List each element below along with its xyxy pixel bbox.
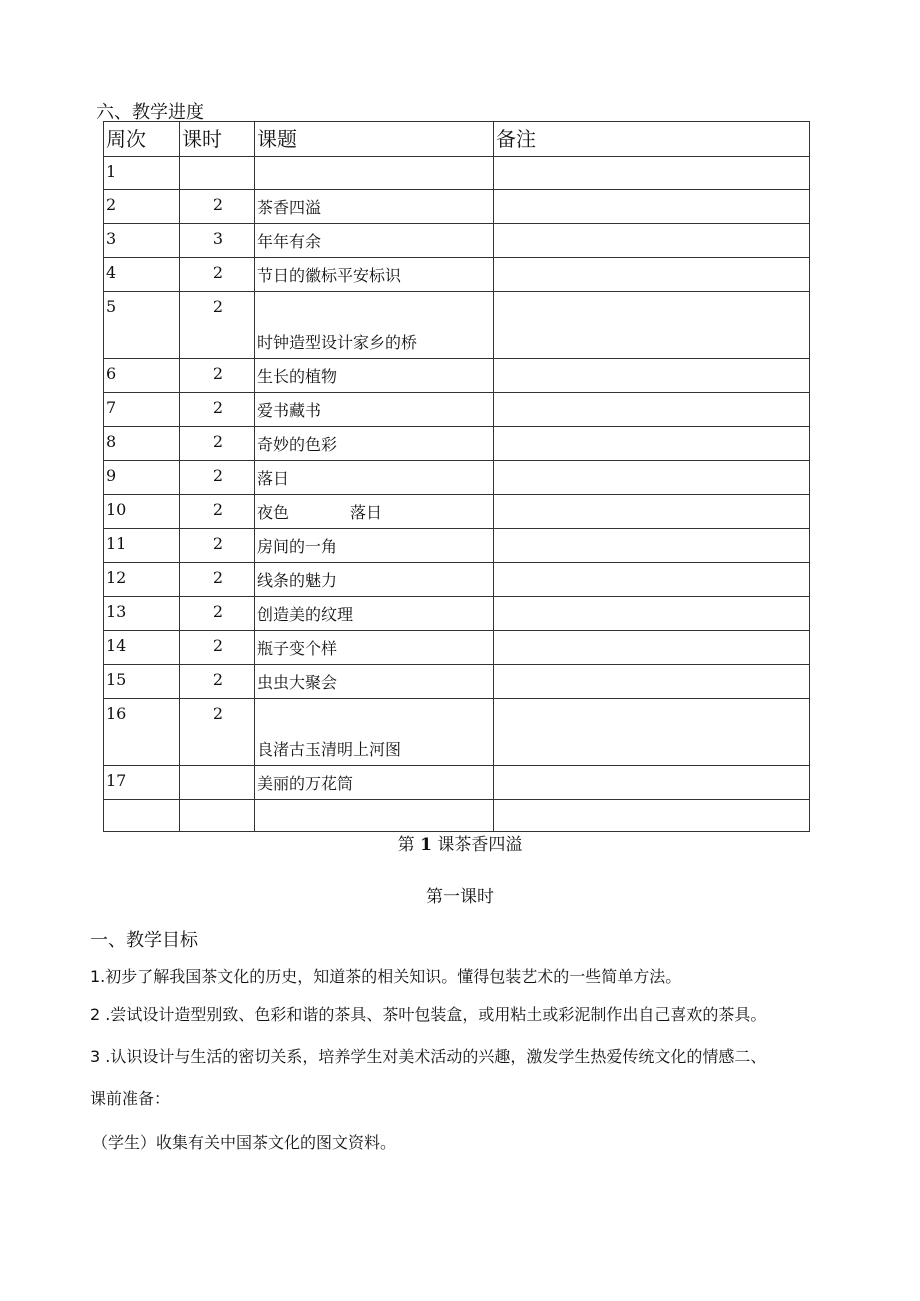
cell-week: 17 bbox=[104, 766, 180, 800]
cell-week: 13 bbox=[104, 597, 180, 631]
cell-hours bbox=[180, 766, 255, 800]
topic-text bbox=[257, 157, 493, 160]
table-row bbox=[104, 495, 810, 529]
cell-note bbox=[494, 597, 810, 631]
cell-note bbox=[494, 631, 810, 665]
cell-week: 4 bbox=[104, 258, 180, 292]
objective-text: .认识设计与生活的密切关系，培养学生对美术活动的兴趣，激发学生热爱传统文化的情感二、 bbox=[105, 1047, 767, 1066]
objective-number: 2 bbox=[90, 1005, 106, 1024]
cell-topic bbox=[255, 359, 494, 393]
table-row bbox=[104, 766, 810, 800]
table-row bbox=[104, 292, 810, 359]
lesson-number: 1 bbox=[420, 835, 432, 855]
cell-week: 10 bbox=[104, 495, 180, 529]
topic-text: 良渚古玉清明上河图 bbox=[257, 740, 402, 759]
cell-hours: 2 bbox=[180, 597, 255, 631]
objective-item-2 bbox=[90, 1002, 766, 1025]
cell-topic bbox=[255, 699, 494, 766]
topic-text: 节日的徽标平安标识 bbox=[257, 266, 402, 285]
cell-hours: 2 bbox=[180, 529, 255, 563]
cell-note bbox=[494, 393, 810, 427]
cell-hours: 2 bbox=[180, 495, 255, 529]
table-row bbox=[104, 427, 810, 461]
objective-number: 1. bbox=[90, 967, 106, 986]
cell-note bbox=[494, 800, 810, 832]
cell-note bbox=[494, 529, 810, 563]
cell-topic bbox=[255, 224, 494, 258]
table-row bbox=[104, 359, 810, 393]
cell-week: 7 bbox=[104, 393, 180, 427]
objective-number: 3 bbox=[90, 1047, 106, 1066]
cell-topic bbox=[255, 190, 494, 224]
cell-hours: 2 bbox=[180, 631, 255, 665]
cell-week: 15 bbox=[104, 665, 180, 699]
header-note: 备注 bbox=[494, 122, 810, 157]
table-row bbox=[104, 224, 810, 258]
header-week: 周次 bbox=[104, 122, 180, 157]
cell-topic bbox=[255, 529, 494, 563]
cell-week: 9 bbox=[104, 461, 180, 495]
cell-topic bbox=[255, 427, 494, 461]
cell-topic bbox=[255, 597, 494, 631]
header-hours: 课时 bbox=[180, 122, 255, 157]
cell-note bbox=[494, 563, 810, 597]
lesson-title bbox=[0, 830, 920, 855]
table-row bbox=[104, 665, 810, 699]
cell-week: 6 bbox=[104, 359, 180, 393]
cell-hours: 2 bbox=[180, 190, 255, 224]
table-row bbox=[104, 258, 810, 292]
table-header-row bbox=[104, 122, 810, 157]
objective-item-3 bbox=[90, 1044, 766, 1067]
table-row bbox=[104, 563, 810, 597]
table-row bbox=[104, 461, 810, 495]
table-row bbox=[104, 190, 810, 224]
cell-week: 2 bbox=[104, 190, 180, 224]
objectives-heading: 一、教学目标 bbox=[90, 930, 198, 951]
cell-note bbox=[494, 766, 810, 800]
topic-text: 虫虫大聚会 bbox=[257, 673, 338, 692]
cell-hours: 2 bbox=[180, 292, 255, 359]
objective-item-1 bbox=[90, 964, 681, 987]
cell-topic bbox=[255, 157, 494, 190]
cell-topic bbox=[255, 461, 494, 495]
cell-note bbox=[494, 224, 810, 258]
topic-text: 年年有余 bbox=[257, 232, 322, 251]
table-row bbox=[104, 699, 810, 766]
cell-note bbox=[494, 699, 810, 766]
cell-hours: 2 bbox=[180, 258, 255, 292]
cell-topic bbox=[255, 393, 494, 427]
objective-text: 初步了解我国茶文化的历史，知道茶的相关知识。懂得包装艺术的一些简单方法。 bbox=[105, 967, 682, 986]
cell-topic bbox=[255, 292, 494, 359]
topic-text: 房间的一角 bbox=[257, 537, 338, 556]
topic-text: 落日 bbox=[257, 469, 290, 488]
header-topic: 课题 bbox=[255, 122, 494, 157]
table-row bbox=[104, 393, 810, 427]
cell-note bbox=[494, 157, 810, 190]
cell-topic bbox=[255, 495, 494, 529]
topic-text: 瓶子变个样 bbox=[257, 639, 338, 658]
cell-hours bbox=[180, 800, 255, 832]
table-row bbox=[104, 631, 810, 665]
objective-continuation: 课前准备： bbox=[90, 1089, 171, 1108]
cell-week: 5 bbox=[104, 292, 180, 359]
lesson-suffix: 课茶香四溢 bbox=[431, 835, 523, 855]
cell-hours: 2 bbox=[180, 359, 255, 393]
table-row bbox=[104, 800, 810, 832]
table-row bbox=[104, 597, 810, 631]
cell-note bbox=[494, 665, 810, 699]
cell-week bbox=[104, 800, 180, 832]
cell-hours: 2 bbox=[180, 563, 255, 597]
period-title: 第一课时 bbox=[426, 887, 494, 907]
cell-note bbox=[494, 495, 810, 529]
cell-note bbox=[494, 258, 810, 292]
cell-week: 1 bbox=[104, 157, 180, 190]
cell-week: 16 bbox=[104, 699, 180, 766]
cell-topic bbox=[255, 258, 494, 292]
cell-week: 3 bbox=[104, 224, 180, 258]
cell-week: 14 bbox=[104, 631, 180, 665]
cell-week: 12 bbox=[104, 563, 180, 597]
cell-note bbox=[494, 190, 810, 224]
cell-hours: 2 bbox=[180, 427, 255, 461]
lesson-prefix: 第 bbox=[397, 835, 421, 855]
table-row bbox=[104, 157, 810, 190]
cell-hours bbox=[180, 157, 255, 190]
cell-topic bbox=[255, 766, 494, 800]
topic-text: 茶香四溢 bbox=[257, 198, 322, 217]
cell-topic bbox=[255, 563, 494, 597]
cell-topic bbox=[255, 631, 494, 665]
topic-text: 时钟造型设计家乡的桥 bbox=[257, 333, 418, 352]
cell-week: 11 bbox=[104, 529, 180, 563]
topic-text: 爱书藏书 bbox=[257, 401, 322, 420]
topic-text: 线条的魅力 bbox=[257, 571, 338, 590]
cell-hours: 2 bbox=[180, 665, 255, 699]
cell-week: 8 bbox=[104, 427, 180, 461]
topic-text: 夜色 落日 bbox=[257, 503, 383, 522]
objective-text: .尝试设计造型别致、色彩和谐的茶具、茶叶包装盒，或用粘土或彩泥制作出自己喜欢的茶具。 bbox=[105, 1005, 767, 1024]
cell-hours: 2 bbox=[180, 461, 255, 495]
topic-text: 生长的植物 bbox=[257, 367, 338, 386]
cell-hours: 3 bbox=[180, 224, 255, 258]
table-row bbox=[104, 529, 810, 563]
cell-topic bbox=[255, 800, 494, 832]
topic-text: 创造美的纹理 bbox=[257, 605, 354, 624]
cell-note bbox=[494, 427, 810, 461]
topic-text bbox=[257, 800, 493, 803]
cell-note bbox=[494, 292, 810, 359]
section-title: 六、教学进度 bbox=[96, 102, 204, 123]
cell-note bbox=[494, 359, 810, 393]
topic-text: 美丽的万花筒 bbox=[257, 774, 354, 793]
cell-hours: 2 bbox=[180, 699, 255, 766]
schedule-table bbox=[103, 121, 810, 832]
cell-topic bbox=[255, 665, 494, 699]
prep-text: （学生）收集有关中国茶文化的图文资料。 bbox=[92, 1133, 397, 1152]
cell-hours: 2 bbox=[180, 393, 255, 427]
cell-note bbox=[494, 461, 810, 495]
topic-text: 奇妙的色彩 bbox=[257, 435, 338, 454]
